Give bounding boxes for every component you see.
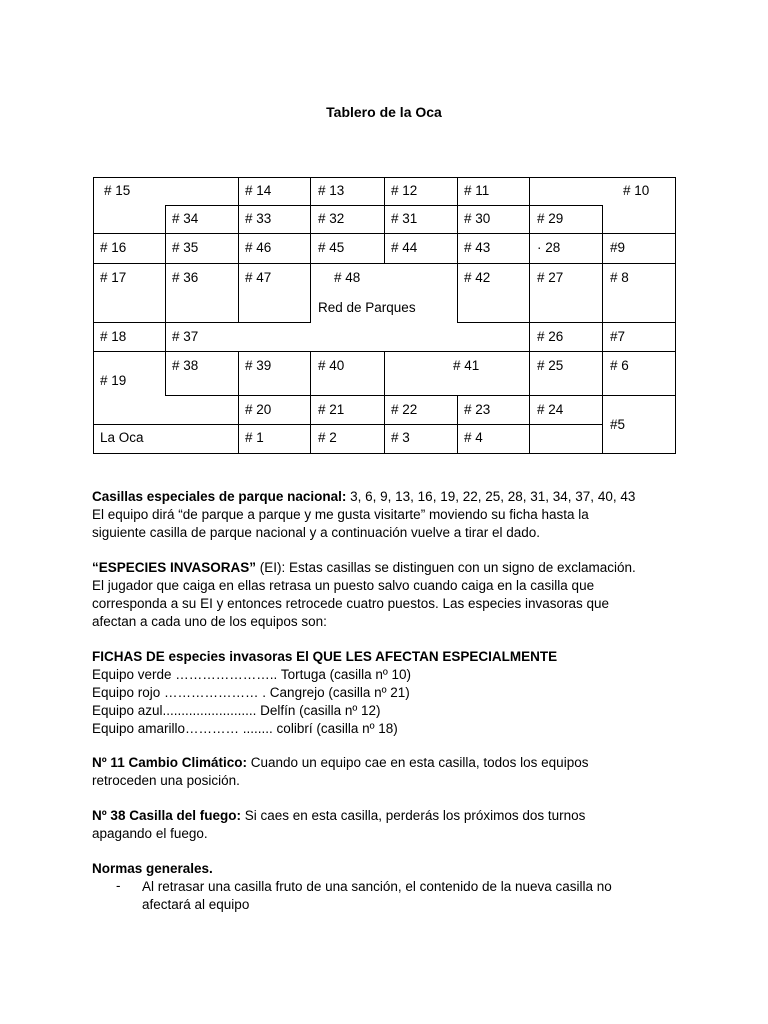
board-cell: # 1 — [245, 430, 264, 445]
board-cell: # 26 — [537, 329, 564, 344]
parque-nacional-label: Casillas especiales de parque nacional: — [92, 489, 347, 504]
board-cell: # 39 — [245, 358, 272, 373]
board-cell: #9 — [610, 240, 626, 255]
board-cell: # 40 — [318, 358, 345, 373]
board-cell: # 12 — [391, 183, 418, 198]
paragraph-line: El equipo dirá “de parque a parque y me gusta visitarte” moviendo su ficha hasta la — [92, 507, 589, 522]
team-line: Equipo amarillo………… ........ colibrí (casilla nº 18) — [92, 721, 398, 736]
board-cell: # 41 — [453, 358, 480, 373]
board-cell: # 14 — [245, 183, 272, 198]
board-cell: # 6 — [610, 358, 629, 373]
board-cell: # 20 — [245, 402, 272, 417]
board-cell: # 43 — [464, 240, 491, 255]
board-cell: # 4 — [464, 430, 483, 445]
list-item: afectará al equipo — [142, 897, 250, 912]
board-cell: # 27 — [537, 270, 564, 285]
game-board — [0, 0, 768, 460]
parque-nacional-line — [92, 488, 635, 506]
board-cell: # 17 — [100, 270, 127, 285]
board-cell: # 21 — [318, 402, 345, 417]
team-line: Equipo verde ………………….. Tortuga (casilla nº 10) — [92, 667, 412, 682]
normas-heading: Normas generales. — [92, 861, 213, 876]
board-cell: # 46 — [245, 240, 272, 255]
board-cell: # 30 — [464, 211, 491, 226]
list-dash: - — [116, 878, 121, 893]
paragraph-text: Si caes en esta casilla, perderás los próximos dos turnos — [240, 808, 586, 823]
paragraph-line: afectan a cada uno de los equipos son: — [92, 614, 327, 629]
cambio-climatico-line — [92, 754, 588, 772]
board-cell: # 38 — [172, 358, 199, 373]
board-cell: # 31 — [391, 211, 418, 226]
board-cell: # 10 — [623, 183, 650, 198]
board-cell: # 16 — [100, 240, 127, 255]
board-cell: # 45 — [318, 240, 345, 255]
board-cell: · 28 — [537, 240, 561, 255]
board-cell: # 44 — [391, 240, 418, 255]
cambio-climatico-label: Nº 11 Cambio Climático: — [92, 755, 247, 770]
board-cell: # 22 — [391, 402, 418, 417]
casilla-fuego-label: Nº 38 Casilla del fuego: — [92, 808, 241, 823]
board-cell: # 33 — [245, 211, 272, 226]
board-cell: # 25 — [537, 358, 564, 373]
team-line: Equipo rojo ………………… . Cangrejo (casilla nº 21) — [92, 685, 410, 700]
page-title: Tablero de la Oca — [326, 104, 442, 120]
board-cell: # 32 — [318, 211, 345, 226]
paragraph-line: retroceden una posición. — [92, 773, 240, 788]
red-de-parques-label: Red de Parques — [318, 300, 416, 315]
team-line: Equipo azul......................... Delfín (casilla nº 12) — [92, 703, 381, 718]
paragraph-line: corresponda a su EI y entonces retrocede cuatro puestos. Las especies invasoras que — [92, 596, 610, 611]
board-cell: # 8 — [610, 270, 629, 285]
list-item: Al retrasar una casilla fruto de una sanción, el contenido de la nueva casilla no — [142, 879, 612, 894]
board-cell: # 47 — [245, 270, 272, 285]
board-cell: # 48 — [334, 270, 361, 285]
board-cell: # 29 — [537, 211, 564, 226]
board-cell: # 19 — [100, 373, 127, 388]
paragraph-text: Cuando un equipo cae en esta casilla, todos los equipos — [246, 755, 589, 770]
board-cell: # 2 — [318, 430, 337, 445]
board-cell: # 36 — [172, 270, 199, 285]
board-cell: #7 — [610, 329, 626, 344]
paragraph-line: siguiente casilla de parque nacional y a continuación vuelve a tirar el dado. — [92, 525, 541, 540]
fichas-heading: FICHAS DE especies invasoras El QUE LES AFECTAN ESPECIALMENTE — [92, 649, 558, 664]
board-cell: # 23 — [464, 402, 491, 417]
especies-invasoras-line — [92, 559, 636, 577]
board-cell: # 37 — [172, 329, 199, 344]
paragraph-text: (EI): Estas casillas se distinguen con un signo de exclamación. — [256, 560, 636, 575]
board-cell: # 42 — [464, 270, 491, 285]
paragraph-line: apagando el fuego. — [92, 826, 208, 841]
board-cell: # 3 — [391, 430, 410, 445]
casilla-fuego-line — [92, 807, 585, 825]
board-cell: # 15 — [104, 183, 131, 198]
board-cell: # 24 — [537, 402, 564, 417]
board-cell: # 34 — [172, 211, 199, 226]
board-cell-la-oca: La Oca — [100, 430, 144, 445]
board-cell: # 11 — [464, 183, 490, 198]
board-cell: # 35 — [172, 240, 199, 255]
parque-nacional-values: 3, 6, 9, 13, 16, 19, 22, 25, 28, 31, 34, 37, 40, 43 — [346, 489, 636, 504]
especies-invasoras-label: “ESPECIES INVASORAS” — [92, 560, 257, 575]
board-cell: # 18 — [100, 329, 127, 344]
board-cell: # 13 — [318, 183, 345, 198]
paragraph-line: El jugador que caiga en ellas retrasa un puesto salvo cuando caiga en la casilla que — [92, 578, 595, 593]
board-cell: #5 — [610, 417, 626, 432]
